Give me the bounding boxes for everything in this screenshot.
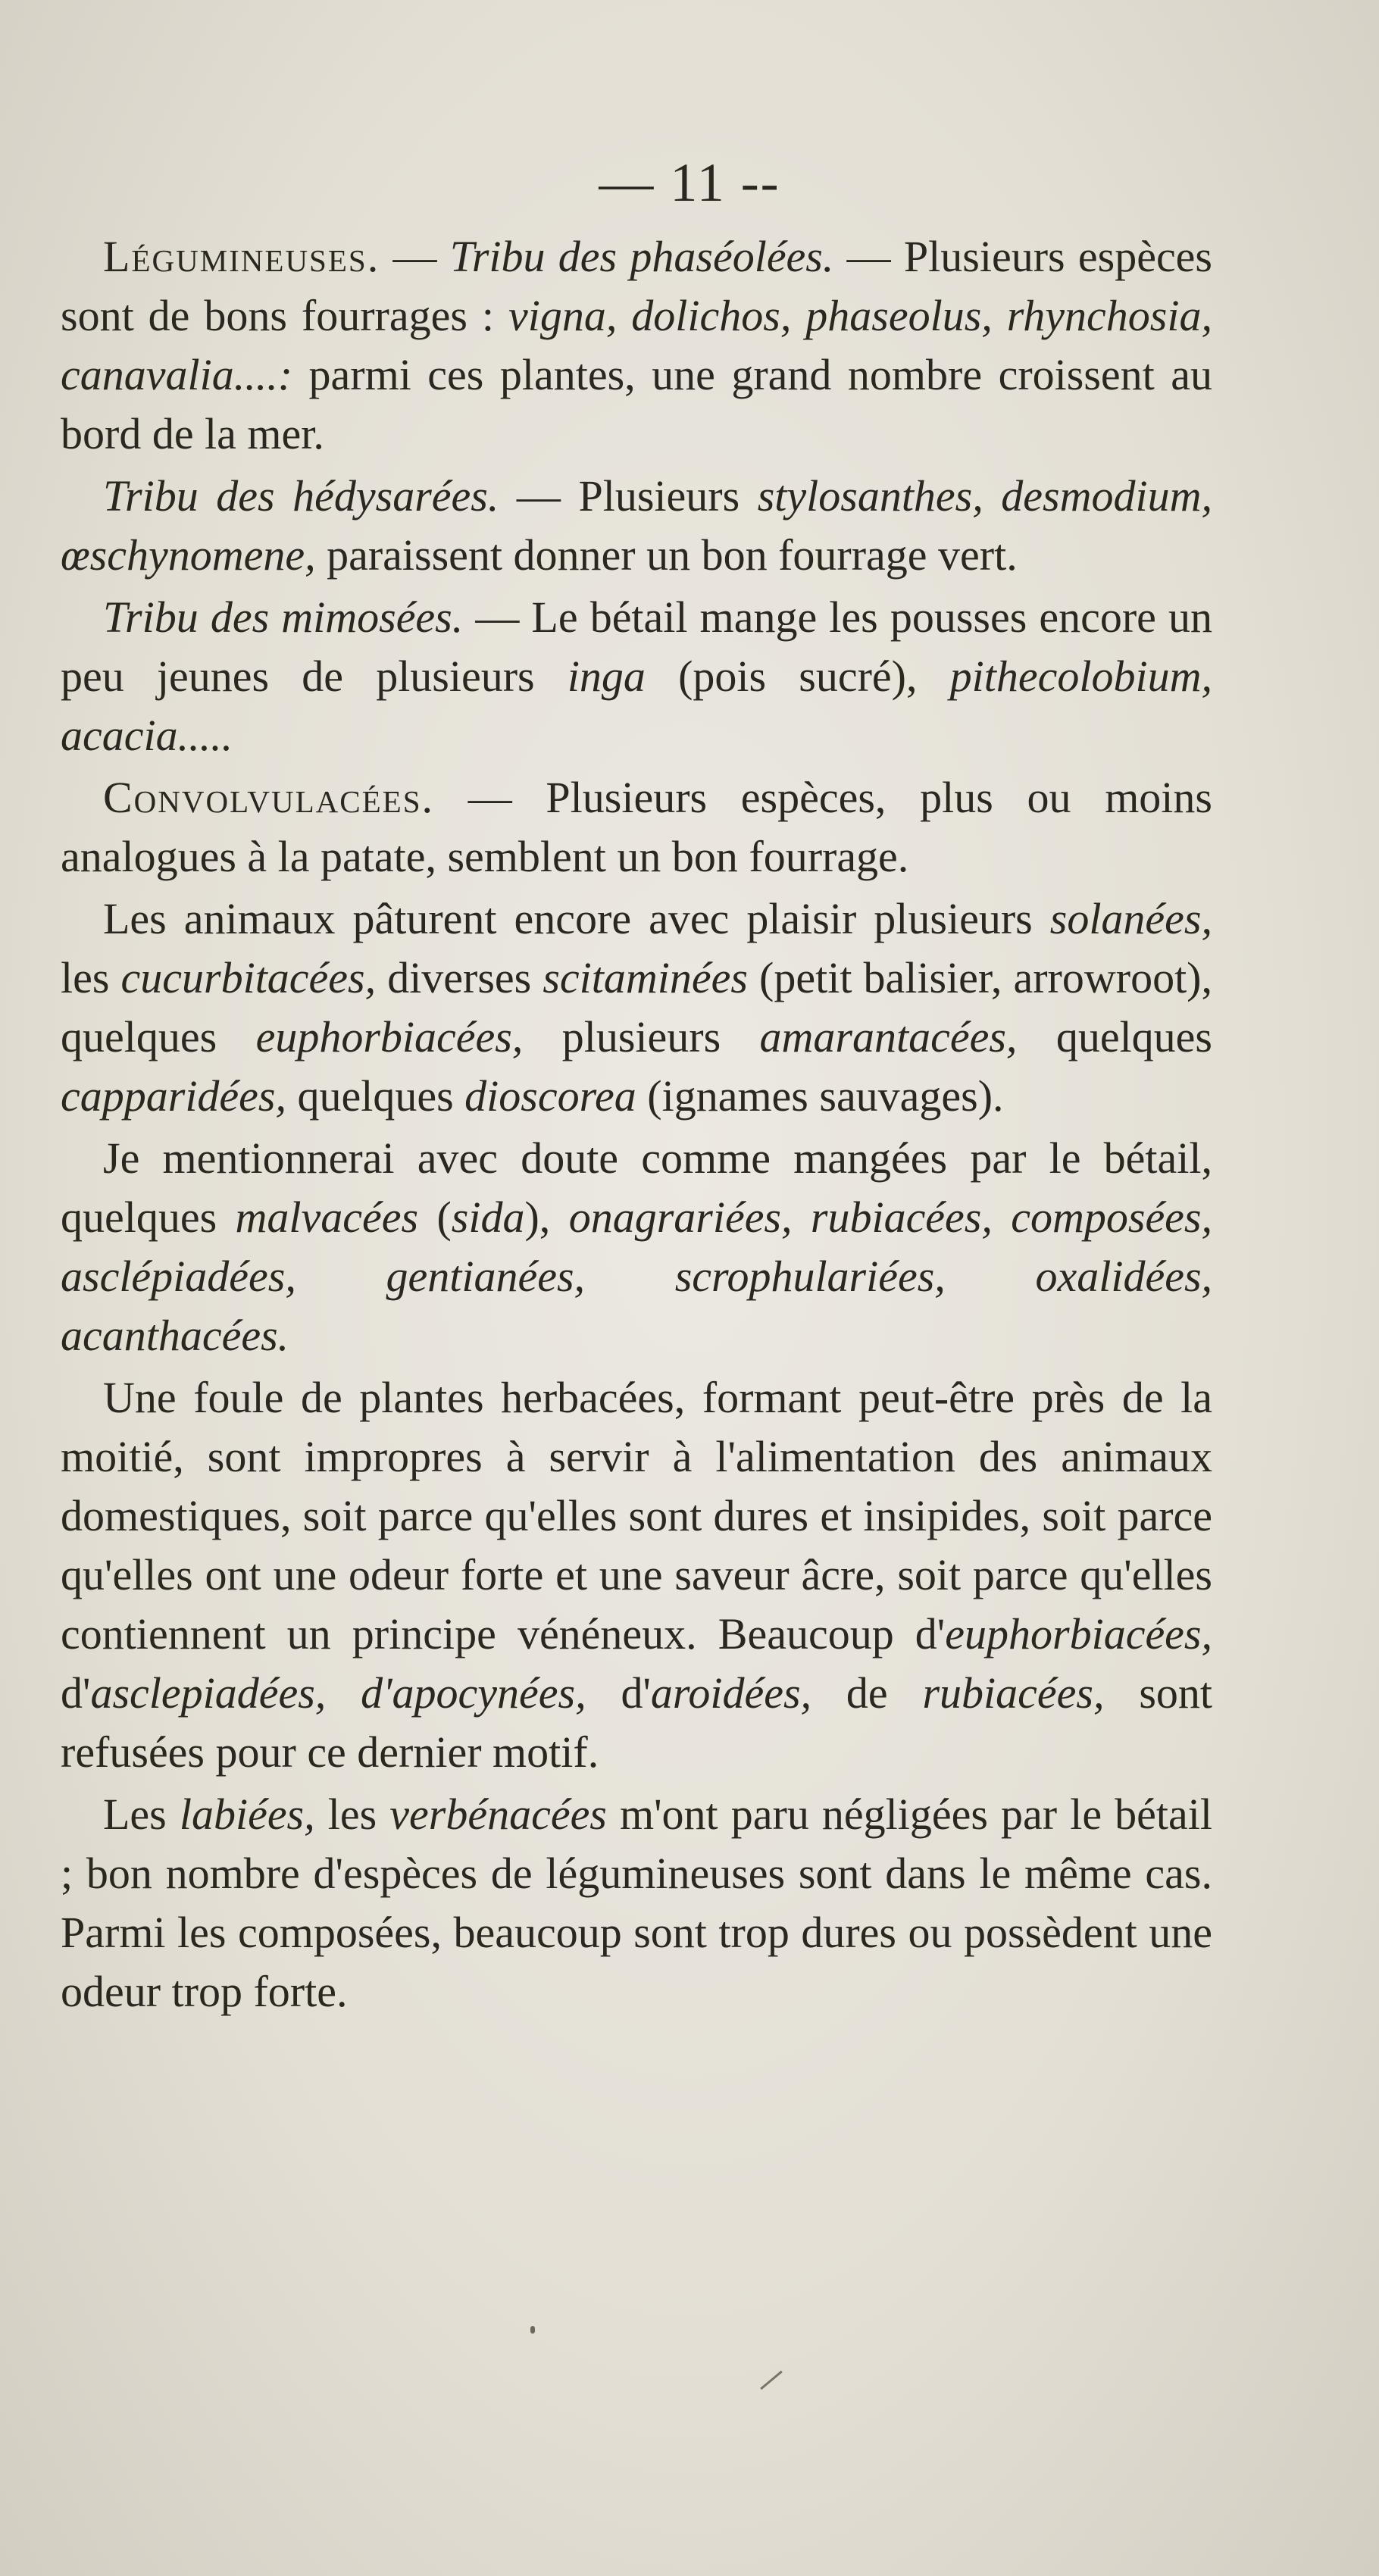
text-run: les [314,1790,390,1839]
text-run: — Plusieurs [499,471,758,521]
text-run: (ignames sauvages). [636,1071,1004,1121]
italic-term: inga [567,652,646,701]
text-run: m'ont paru négligées par le bétail ; bon nombre d'espèces de légumineuses sont dans le même cas. Parmi les composées, beaucoup sont trop dures ou possèdent une odeur trop forte. [61,1790,1212,2016]
text-run: ), [524,1193,569,1242]
text-run: plusieurs [523,1012,760,1061]
italic-term: oxalidées, acanthacées. [61,1252,1213,1360]
body-text [61,227,1212,2024]
italic-term: capparidées, [61,1071,286,1121]
text-run: d' [586,1668,651,1718]
italic-term: stylosanthes, desmodium, œschynomene, [61,471,1212,580]
paragraph [61,1785,1212,2021]
italic-term: solanées, [1049,894,1212,943]
italic-term: sida [451,1193,525,1242]
text-run: de [811,1668,923,1718]
page-number: — 11 -- [599,152,780,213]
italic-term: malvacées [235,1193,419,1242]
pencil-mark [760,2371,783,2390]
text-run: (pois sucré), [645,652,950,701]
italic-term: Tribu des hédysarées. [103,471,499,521]
text-run: quelques [1017,1012,1212,1061]
text-run: — Plusieurs espèces sont de bons fourrages : [61,232,1212,340]
text-run: les [61,953,121,1002]
italic-term: amarantacées, [759,1012,1018,1061]
text-run [946,1252,1036,1301]
text-run: Une foule de plantes herbacées, formant peut-être près de la moitié, sont impropres à servir à l'alimentation des animaux domestiques, soit parce qu'elles sont dures et insipides, soit parce qu'elles ont une odeur forte et une saveur âcre, soit parce qu'elles contiennent un principe vénéneux. Beaucoup d' [61,1373,1212,1658]
text-run: — Plusieurs espèces, plus ou moins analogues à la patate, semblent un bon fourrage. [61,773,1212,881]
text-run: quelques [286,1071,465,1121]
paragraph [61,227,1212,464]
text-run: Je mentionnerai avec doute comme mangées par le bétail, quelques [61,1133,1212,1242]
text-run: diverses [376,953,543,1002]
text-run: — [380,232,450,281]
italic-term: aroidées, [650,1668,812,1718]
italic-term: Tribu des phaséolées. [449,232,834,281]
text-run: Les [103,1790,180,1839]
paragraph [61,1129,1212,1365]
italic-term: dioscorea [464,1071,636,1121]
text-run: Les animaux pâturent encore avec plaisir plusieurs [103,894,1050,943]
paragraph [61,1368,1212,1782]
italic-term: asclepiadées, d'apocynées, [90,1668,586,1718]
italic-term: labiées, [179,1790,315,1839]
section-heading: Légumineuses. [103,232,380,281]
ink-speck [530,2326,535,2334]
italic-term: pithecolobium, acacia..... [61,652,1213,760]
italic-term: onagrariées, rubiacées, composées, asclépiadées, gentianées, scrophulariées, [61,1193,1212,1301]
text-run: d' [61,1668,91,1718]
text-run: paraissent donner un bon fourrage vert. [315,530,1018,580]
italic-term: cucurbitacées, [120,953,377,1002]
paragraph [61,889,1212,1126]
italic-term: rubiacées, [922,1668,1105,1718]
text-run: sont refusées pour ce dernier motif. [61,1668,1213,1777]
paragraph [61,768,1212,886]
text-run: — Le bétail mange les pousses encore un peu jeunes de plusieurs [61,592,1212,701]
italic-term: vigna, dolichos, phaseolus, rhynchosia, canavalia....: [61,291,1212,399]
italic-term: euphorbiacées, [945,1609,1212,1658]
text-run: (petit balisier, arrowroot), quelques [61,953,1212,1061]
italic-term: scitaminées [543,953,748,1002]
paragraph [61,588,1212,765]
italic-term: euphorbiacées, [255,1012,524,1061]
section-heading: Convolvulacées. [103,773,435,822]
paragraph [61,467,1212,585]
text-run: parmi ces plantes, une grand nombre croissent au bord de la mer. [61,350,1212,458]
text-run: ( [418,1193,452,1242]
italic-term: Tribu des mimosées. [103,592,464,642]
italic-term: verbénacées [389,1790,607,1839]
